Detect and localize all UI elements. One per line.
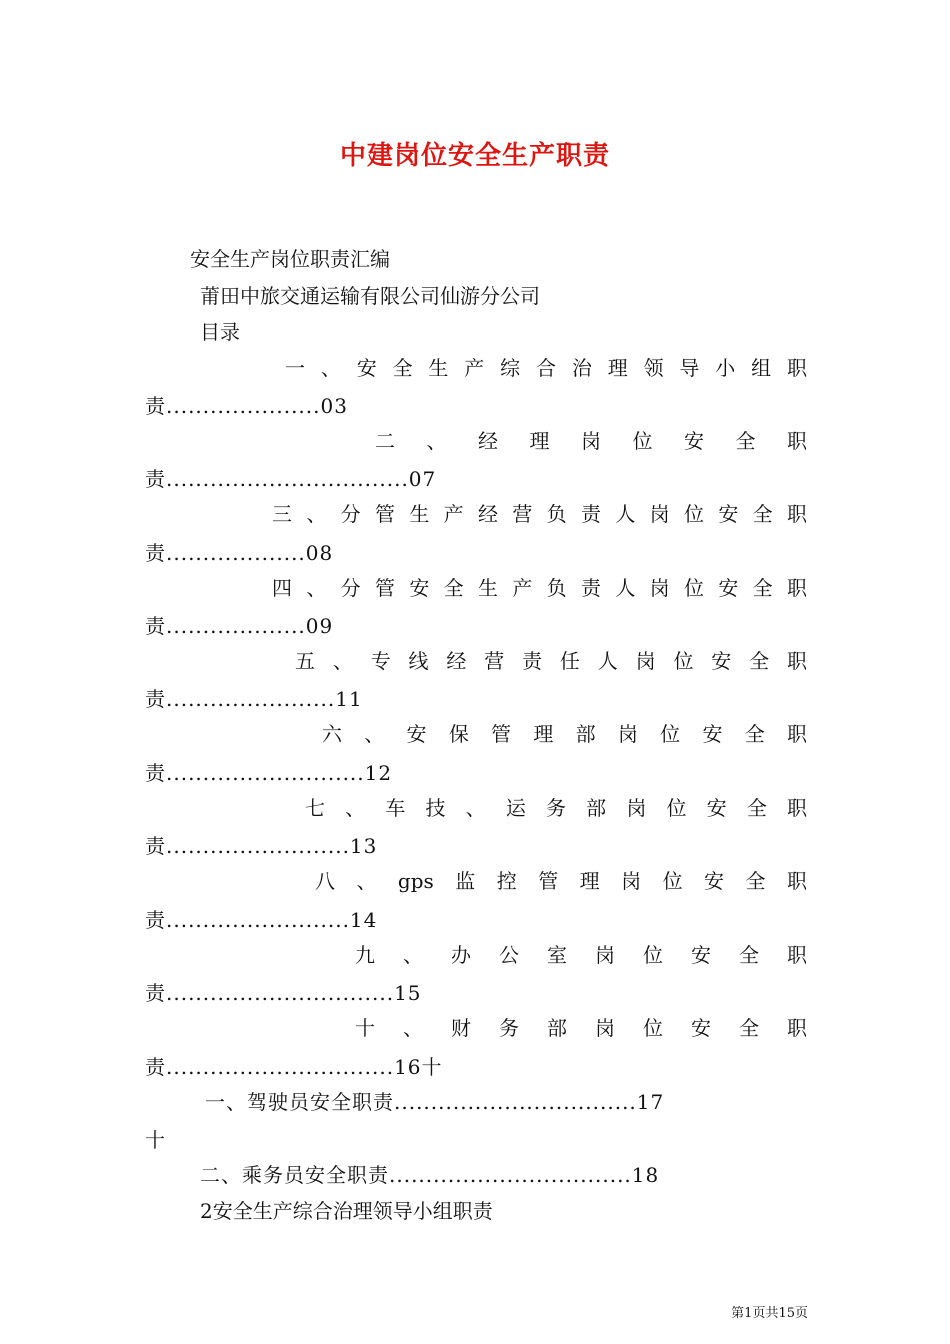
toc-entry-11: 一、驾驶员安全职责.................................17 <box>205 1090 665 1114</box>
toc-entry-1-tail: 责.....................03 <box>145 394 348 418</box>
toc-entry-5-head: 五、专线经营责任人岗位安全职 <box>295 649 807 673</box>
toc-entry-2-head: 二、经理岗位安全职 <box>375 429 807 453</box>
page-footer: 第1页共15页 <box>731 1306 808 1321</box>
toc-entry-3-head: 三、分管生产经营负责人岗位安全职 <box>272 502 807 526</box>
toc-heading: 目录 <box>200 320 240 344</box>
toc-entry-4-head: 四、分管安全生产负责人岗位安全职 <box>272 576 807 600</box>
toc-entry-11-continuation: 十 <box>145 1128 165 1152</box>
toc-entry-10-head: 十、财务部岗位安全职 <box>355 1016 807 1040</box>
toc-entry-8-tail: 责.........................14 <box>145 908 378 932</box>
toc-entry-5-tail: 责.......................11 <box>145 687 363 711</box>
toc-entry-12: 二、乘务员安全职责.................................18 <box>200 1163 660 1187</box>
toc-entry-6-tail: 责...........................12 <box>145 761 393 785</box>
toc-entry-8-head: 八、gps监控管理岗位安全职 <box>315 869 807 893</box>
document-title: 中建岗位安全生产职责 <box>339 141 610 171</box>
toc-entry-1-head: 一、安全生产综合治理领导小组职 <box>285 356 807 380</box>
toc-entry-4-tail: 责...................09 <box>145 614 334 638</box>
toc-entry-10-tail: 责...............................16十 <box>145 1055 443 1079</box>
section-heading-2: 2安全生产综合治理领导小组职责 <box>200 1199 493 1223</box>
toc-entry-9-tail: 责...............................15 <box>145 981 422 1005</box>
toc-entry-7-tail: 责.........................13 <box>145 834 378 858</box>
intro-line-2: 莆田中旅交通运输有限公司仙游分公司 <box>200 284 540 308</box>
toc-entry-7-head: 七、车技、运务部岗位安全职 <box>305 796 807 820</box>
toc-entry-6-head: 六、安保管理部岗位安全职 <box>322 722 807 746</box>
toc-entry-2-tail: 责.................................07 <box>145 467 437 491</box>
toc-entry-9-head: 九、办公室岗位安全职 <box>355 943 807 967</box>
toc-entry-3-tail: 责...................08 <box>145 541 334 565</box>
intro-line-1: 安全生产岗位职责汇编 <box>190 247 390 271</box>
